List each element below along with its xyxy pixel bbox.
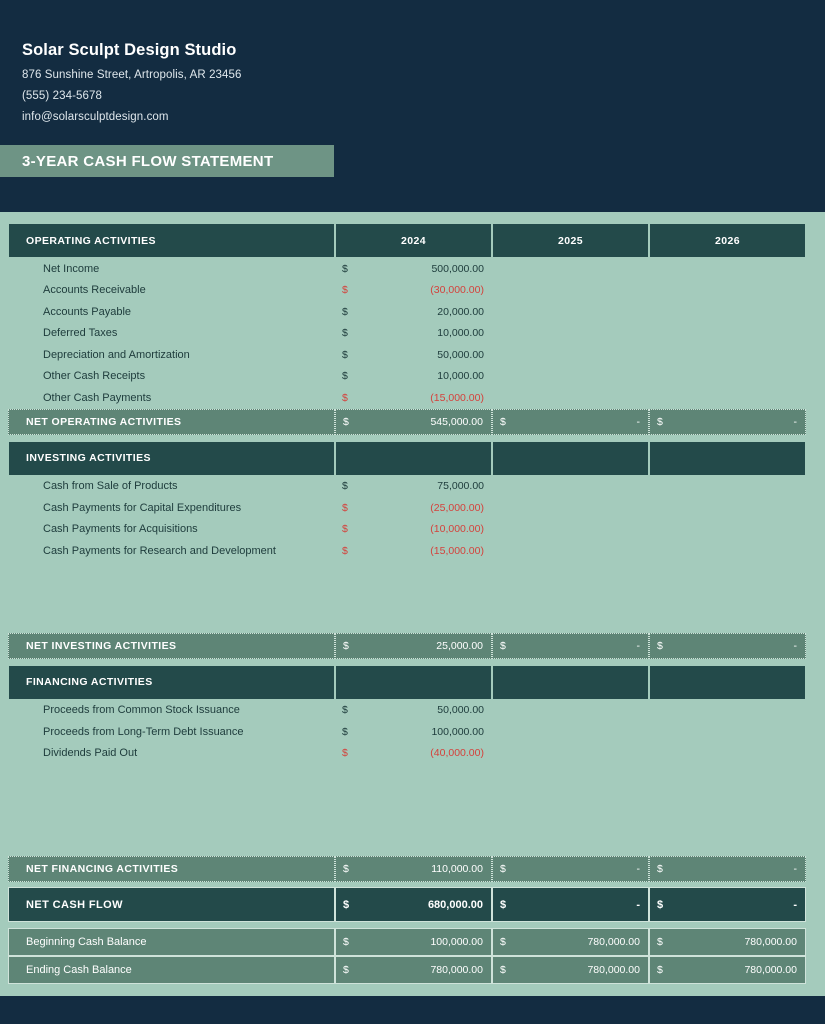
amount-2024 — [335, 280, 492, 302]
currency-symbol: $ — [342, 327, 348, 340]
amount-2025 — [492, 519, 649, 541]
net-cash-flow-2026 — [649, 887, 806, 922]
amount-value: 10,000.00 — [437, 370, 484, 383]
row-label: Cash Payments for Capital Expenditures — [43, 501, 242, 514]
currency-symbol: $ — [342, 747, 348, 760]
table-row — [8, 280, 806, 302]
subtotal-label: NET OPERATING ACTIVITIES — [8, 409, 335, 435]
balance-2025 — [492, 928, 649, 956]
amount-2024 — [335, 301, 492, 323]
section-blank-2024 — [335, 441, 492, 476]
subtotal-2025 — [492, 409, 649, 435]
amount-2024 — [335, 476, 492, 498]
currency-symbol: $ — [657, 863, 663, 875]
currency-symbol: $ — [500, 415, 506, 428]
amount-2026 — [649, 366, 806, 388]
currency-symbol: $ — [657, 964, 663, 976]
table-row — [8, 743, 806, 765]
table-row — [8, 366, 806, 388]
row-label: Net Income — [43, 262, 100, 275]
amount-value: 25,000.00 — [436, 639, 483, 652]
section-blank-2024 — [335, 665, 492, 700]
table-row — [8, 387, 806, 409]
amount-value: - — [793, 863, 797, 875]
amount-value: - — [636, 898, 640, 911]
amount-2025 — [492, 280, 649, 302]
amount-2024 — [335, 721, 492, 743]
table-row — [8, 497, 806, 519]
amount-value: 680,000.00 — [427, 898, 483, 911]
amount-2026 — [649, 540, 806, 562]
amount-value: 500,000.00 — [431, 262, 484, 275]
amount-2026 — [649, 721, 806, 743]
net-cash-flow-2025 — [492, 887, 649, 922]
currency-symbol: $ — [657, 639, 663, 652]
amount-2026 — [649, 301, 806, 323]
balance-2026 — [649, 956, 806, 984]
section-header-investing: INVESTING ACTIVITIES — [8, 441, 335, 476]
company-name: Solar Sculpt Design Studio — [22, 41, 237, 59]
amount-value: - — [636, 415, 640, 428]
currency-symbol: $ — [343, 863, 349, 875]
amount-2025 — [492, 387, 649, 409]
balance-2024 — [335, 928, 492, 956]
subtotal-2026 — [649, 409, 806, 435]
document-footer-band — [0, 996, 825, 1024]
amount-2024 — [335, 366, 492, 388]
amount-2026 — [649, 387, 806, 409]
section-header-row-investing — [8, 441, 806, 476]
currency-symbol: $ — [342, 391, 348, 404]
currency-symbol: $ — [342, 480, 348, 493]
amount-2025 — [492, 366, 649, 388]
amount-value: 780,000.00 — [430, 964, 483, 976]
amount-value: - — [793, 898, 797, 911]
table-row — [8, 258, 806, 280]
balance-label: Ending Cash Balance — [8, 956, 335, 984]
table-header-row — [8, 223, 806, 258]
amount-2024 — [335, 258, 492, 280]
table-row — [8, 700, 806, 722]
table-row — [8, 476, 806, 498]
currency-symbol: $ — [657, 936, 663, 948]
amount-2026 — [649, 280, 806, 302]
document-header-band — [0, 0, 825, 212]
amount-2024 — [335, 323, 492, 345]
company-phone: (555) 234-5678 — [22, 90, 103, 102]
company-email: info@solarsculptdesign.com — [22, 111, 169, 123]
amount-2025 — [492, 323, 649, 345]
currency-symbol: $ — [343, 639, 349, 652]
currency-symbol: $ — [342, 501, 348, 514]
amount-value: 110,000.00 — [431, 863, 483, 875]
currency-symbol: $ — [500, 863, 506, 875]
amount-value: 100,000.00 — [430, 936, 483, 948]
cash-flow-table — [8, 223, 806, 984]
currency-symbol: $ — [342, 370, 348, 383]
amount-value: (30,000.00) — [430, 284, 484, 297]
section-blank-2026 — [649, 441, 806, 476]
amount-value: - — [793, 639, 797, 652]
section-blank-2026 — [649, 665, 806, 700]
currency-symbol: $ — [500, 639, 506, 652]
section-blank-2025 — [492, 441, 649, 476]
row-label: Proceeds from Common Stock Issuance — [43, 704, 240, 717]
currency-symbol: $ — [657, 415, 663, 428]
currency-symbol: $ — [342, 725, 348, 738]
amount-value: 780,000.00 — [587, 936, 640, 948]
column-header-2026: 2026 — [649, 223, 806, 258]
table-row — [8, 301, 806, 323]
amount-2026 — [649, 258, 806, 280]
amount-2025 — [492, 344, 649, 366]
row-label: Deferred Taxes — [43, 327, 118, 340]
subtotal-row-financing — [8, 856, 806, 882]
currency-symbol: $ — [342, 704, 348, 717]
amount-value: (15,000.00) — [430, 391, 484, 404]
amount-value: - — [636, 639, 640, 652]
amount-2026 — [649, 344, 806, 366]
row-label: Dividends Paid Out — [43, 747, 138, 760]
subtotal-2025 — [492, 633, 649, 659]
section-header-financing: FINANCING ACTIVITIES — [8, 665, 335, 700]
currency-symbol: $ — [343, 415, 349, 428]
amount-value: 100,000.00 — [431, 725, 484, 738]
row-label: Cash Payments for Research and Development — [43, 544, 276, 557]
table-row — [8, 519, 806, 541]
currency-symbol: $ — [343, 898, 350, 911]
amount-value: - — [636, 863, 640, 875]
amount-value: - — [793, 415, 797, 428]
ending-cash-balance-row — [8, 956, 806, 984]
subtotal-label: NET INVESTING ACTIVITIES — [8, 633, 335, 659]
row-label: Other Cash Receipts — [43, 370, 146, 383]
amount-2025 — [492, 258, 649, 280]
amount-value: 50,000.00 — [437, 348, 484, 361]
page-title: 3-YEAR CASH FLOW STATEMENT — [22, 152, 274, 170]
amount-value: 50,000.00 — [437, 704, 484, 717]
section-header-row-financing — [8, 665, 806, 700]
subtotal-label: NET FINANCING ACTIVITIES — [8, 856, 335, 882]
currency-symbol: $ — [500, 964, 506, 976]
amount-2026 — [649, 700, 806, 722]
column-header-2024: 2024 — [335, 223, 492, 258]
amount-2025 — [492, 301, 649, 323]
amount-2026 — [649, 497, 806, 519]
currency-symbol: $ — [342, 544, 348, 557]
row-label: Depreciation and Amortization — [43, 348, 190, 361]
currency-symbol: $ — [343, 936, 349, 948]
row-label: Proceeds from Long-Term Debt Issuance — [43, 725, 244, 738]
company-address: 876 Sunshine Street, Artropolis, AR 23456 — [22, 69, 242, 81]
currency-symbol: $ — [342, 523, 348, 536]
amount-2024 — [335, 497, 492, 519]
amount-2024 — [335, 344, 492, 366]
amount-value: (10,000.00) — [430, 523, 484, 536]
row-label: Other Cash Payments — [43, 391, 152, 404]
amount-value: 20,000.00 — [437, 305, 484, 318]
amount-2024 — [335, 700, 492, 722]
subtotal-row-operating — [8, 409, 806, 435]
beginning-cash-balance-row — [8, 928, 806, 956]
currency-symbol: $ — [342, 348, 348, 361]
balance-2026 — [649, 928, 806, 956]
amount-value: 780,000.00 — [587, 964, 640, 976]
amount-value: 75,000.00 — [437, 480, 484, 493]
financing-blank-space — [8, 764, 806, 856]
amount-2024 — [335, 743, 492, 765]
amount-2025 — [492, 700, 649, 722]
amount-2025 — [492, 476, 649, 498]
subtotal-2025 — [492, 856, 649, 882]
amount-2025 — [492, 540, 649, 562]
row-label: Accounts Payable — [43, 305, 132, 318]
currency-symbol: $ — [657, 898, 664, 911]
net-cash-flow-label: NET CASH FLOW — [8, 887, 335, 922]
amount-2026 — [649, 743, 806, 765]
balance-2025 — [492, 956, 649, 984]
section-blank-2025 — [492, 665, 649, 700]
subtotal-2026 — [649, 633, 806, 659]
amount-2025 — [492, 497, 649, 519]
subtotal-2024 — [335, 633, 492, 659]
amount-2024 — [335, 540, 492, 562]
amount-value: 780,000.00 — [744, 964, 797, 976]
document-title-banner — [0, 145, 334, 177]
row-label: Cash Payments for Acquisitions — [43, 523, 198, 536]
currency-symbol: $ — [500, 936, 506, 948]
balance-label: Beginning Cash Balance — [8, 928, 335, 956]
amount-2025 — [492, 743, 649, 765]
net-cash-flow-2024 — [335, 887, 492, 922]
amount-value: 10,000.00 — [437, 327, 484, 340]
section-header-operating: OPERATING ACTIVITIES — [8, 223, 335, 258]
amount-value: (40,000.00) — [430, 747, 484, 760]
currency-symbol: $ — [342, 284, 348, 297]
subtotal-2024 — [335, 856, 492, 882]
table-row — [8, 540, 806, 562]
amount-2024 — [335, 387, 492, 409]
column-header-2025: 2025 — [492, 223, 649, 258]
subtotal-row-investing — [8, 633, 806, 659]
row-label: Cash from Sale of Products — [43, 480, 178, 493]
amount-value: 545,000.00 — [430, 415, 483, 428]
table-row — [8, 323, 806, 345]
balance-2024 — [335, 956, 492, 984]
amount-value: 780,000.00 — [744, 936, 797, 948]
subtotal-2024 — [335, 409, 492, 435]
investing-blank-space — [8, 562, 806, 633]
table-row — [8, 721, 806, 743]
currency-symbol: $ — [343, 964, 349, 976]
net-cash-flow-row — [8, 887, 806, 922]
amount-2025 — [492, 721, 649, 743]
amount-value: (25,000.00) — [430, 501, 484, 514]
currency-symbol: $ — [342, 305, 348, 318]
row-label: Accounts Receivable — [43, 284, 146, 297]
amount-value: (15,000.00) — [430, 544, 484, 557]
amount-2026 — [649, 519, 806, 541]
currency-symbol: $ — [500, 898, 507, 911]
amount-2026 — [649, 323, 806, 345]
subtotal-2026 — [649, 856, 806, 882]
amount-2024 — [335, 519, 492, 541]
table-row — [8, 344, 806, 366]
currency-symbol: $ — [342, 262, 348, 275]
amount-2026 — [649, 476, 806, 498]
